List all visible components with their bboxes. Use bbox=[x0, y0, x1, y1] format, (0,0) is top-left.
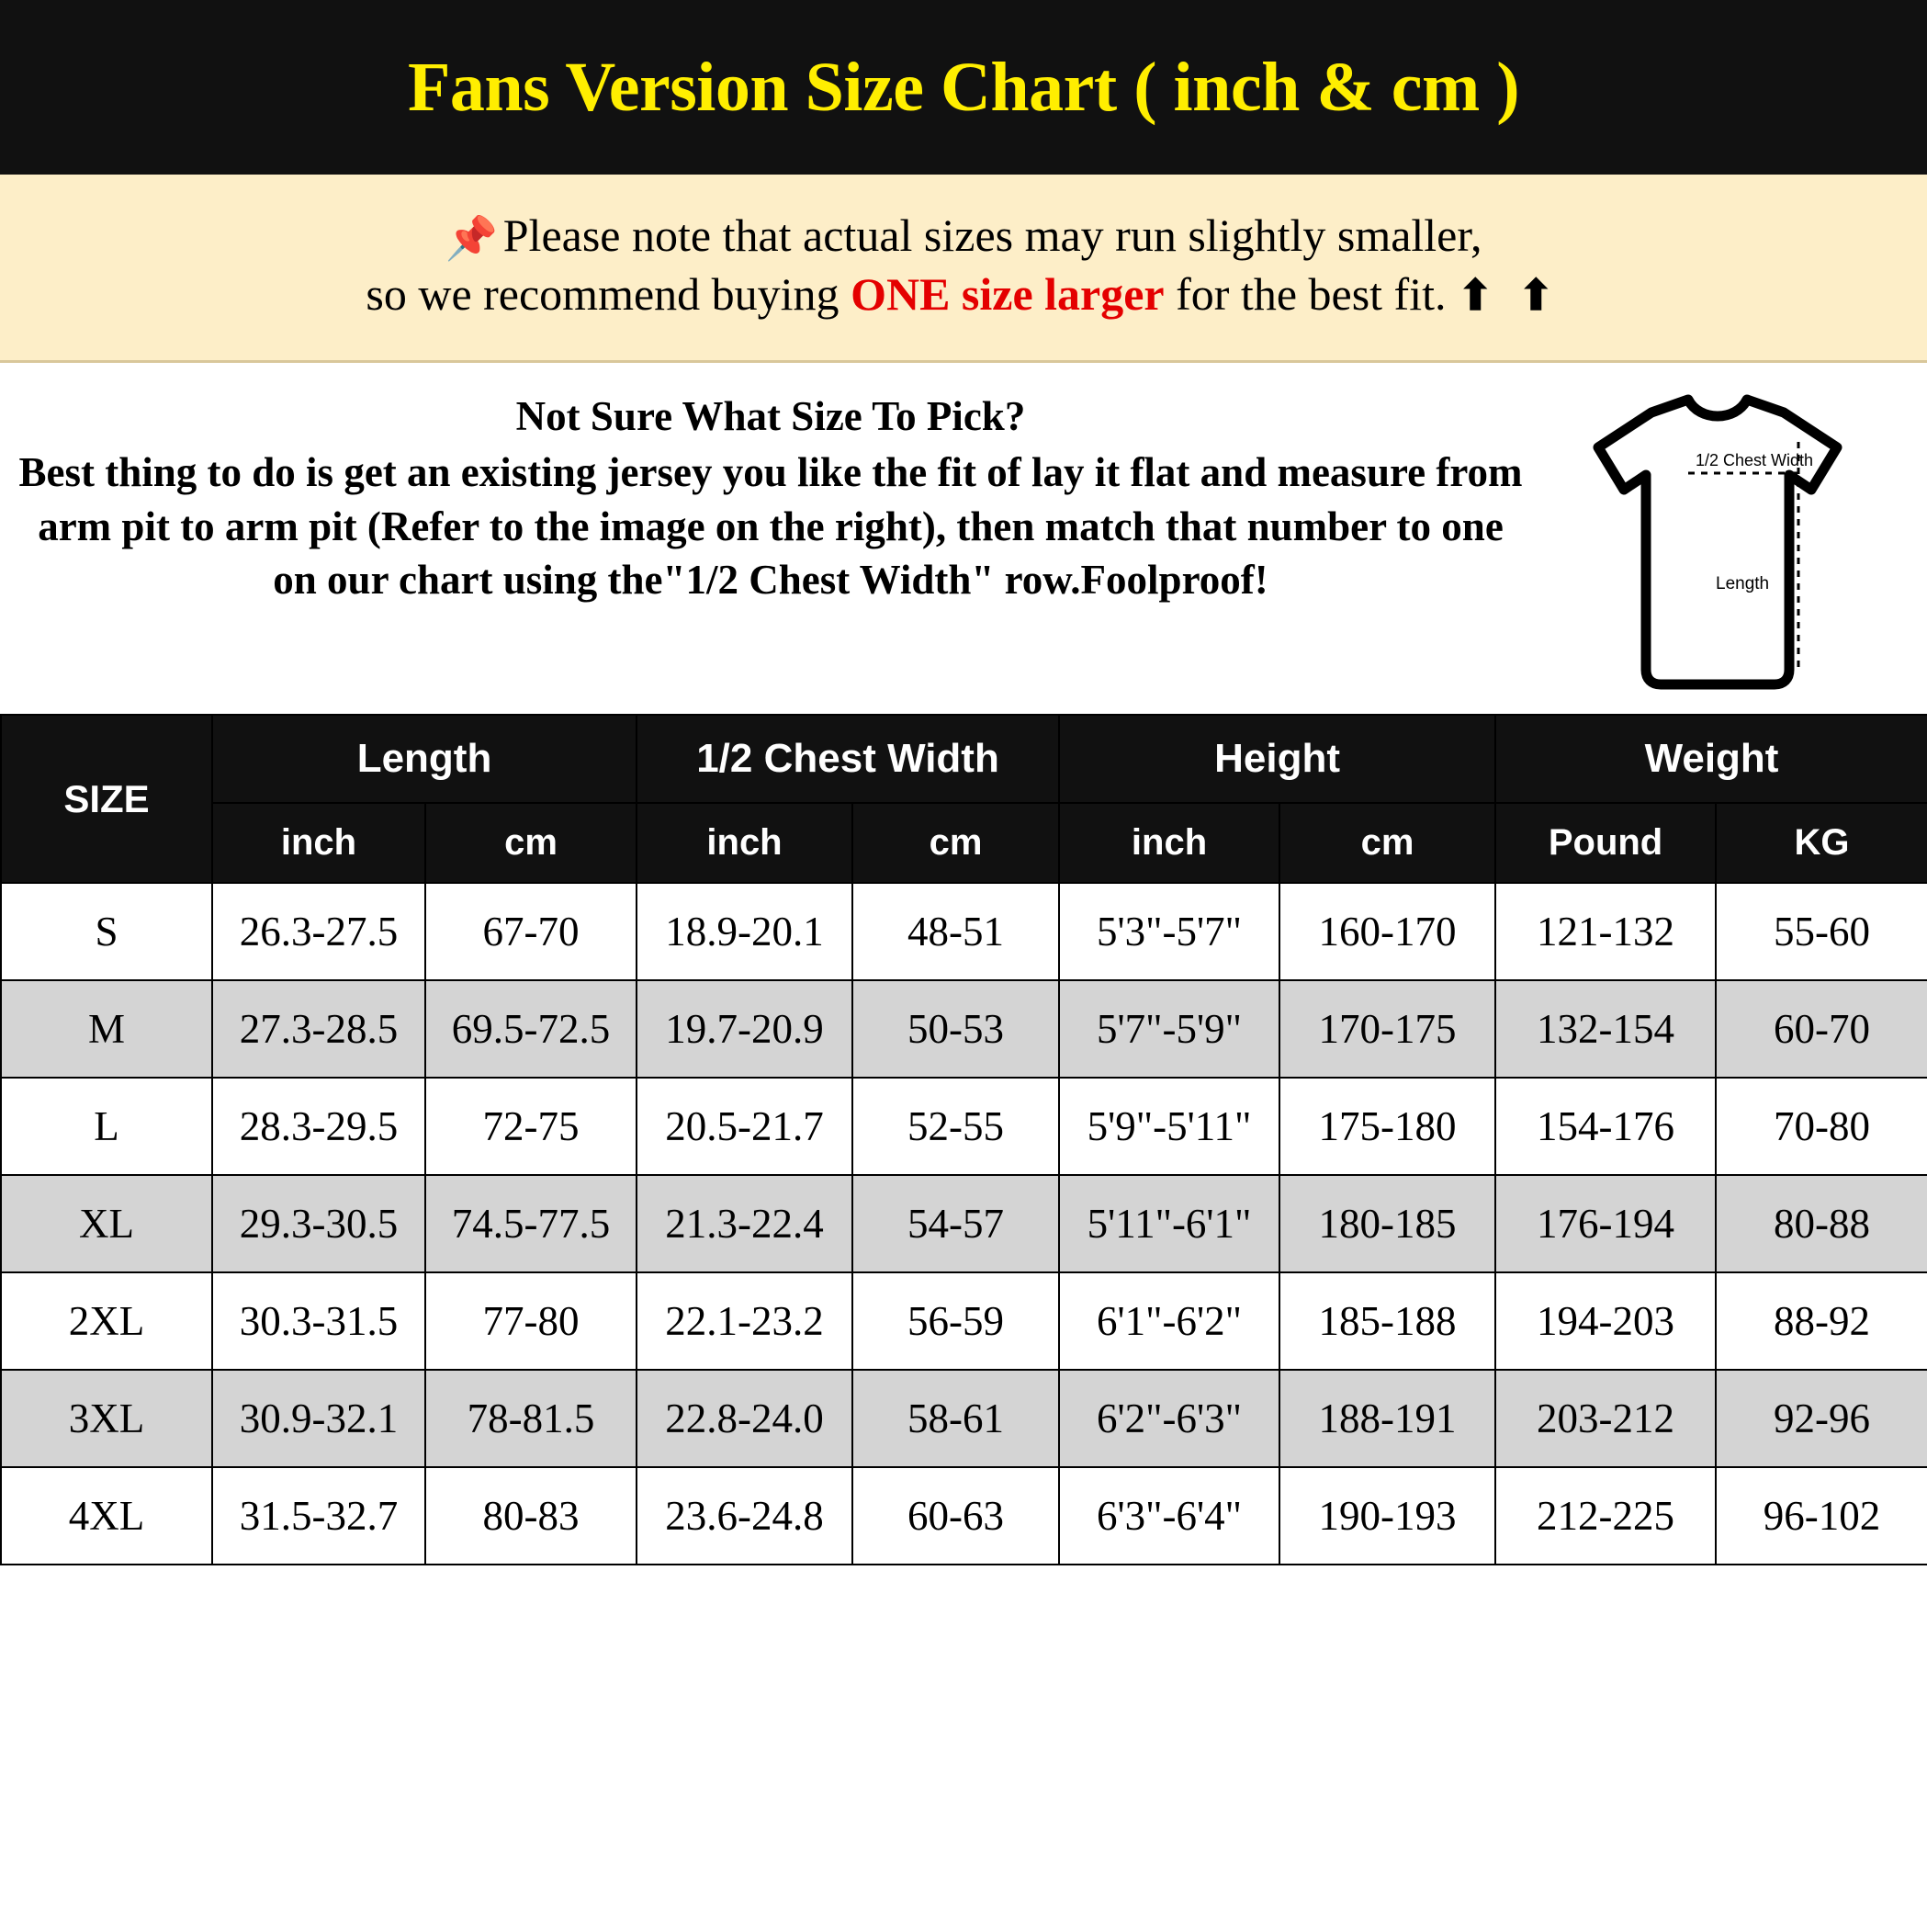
page-title: Fans Version Size Chart ( inch & cm ) bbox=[407, 48, 1520, 126]
cell-length-cm: 74.5-77.5 bbox=[425, 1175, 637, 1272]
table-row bbox=[1, 1370, 1927, 1467]
cell-height-inch: 6'3"-6'4" bbox=[1059, 1467, 1279, 1565]
header-height-cm: cm bbox=[1279, 803, 1495, 883]
cell-length-cm: 80-83 bbox=[425, 1467, 637, 1565]
note-line-1-text: Please note that actual sizes may run slightly smaller, bbox=[502, 209, 1482, 261]
header-weight-kg: KG bbox=[1716, 803, 1927, 883]
cell-chest-inch: 23.6-24.8 bbox=[637, 1467, 852, 1565]
cell-height-cm: 180-185 bbox=[1279, 1175, 1495, 1272]
header-group-height: Height bbox=[1059, 715, 1495, 803]
table-row bbox=[1, 1272, 1927, 1370]
cell-chest-inch: 18.9-20.1 bbox=[637, 883, 852, 980]
table-header-row-groups bbox=[1, 715, 1927, 803]
chest-width-label: 1/2 Chest Width bbox=[1696, 451, 1814, 469]
cell-height-cm: 170-175 bbox=[1279, 980, 1495, 1078]
cell-weight-kg: 60-70 bbox=[1716, 980, 1927, 1078]
cell-height-cm: 188-191 bbox=[1279, 1370, 1495, 1467]
cell-height-inch: 5'9"-5'11" bbox=[1059, 1078, 1279, 1175]
cell-size: 3XL bbox=[1, 1370, 212, 1467]
cell-chest-cm: 50-53 bbox=[852, 980, 1059, 1078]
cell-weight-pound: 132-154 bbox=[1495, 980, 1716, 1078]
advice-heading: Not Sure What Size To Pick? bbox=[515, 393, 1026, 439]
cell-chest-cm: 52-55 bbox=[852, 1078, 1059, 1175]
cell-height-cm: 185-188 bbox=[1279, 1272, 1495, 1370]
title-bar bbox=[0, 0, 1927, 175]
header-length-cm: cm bbox=[425, 803, 637, 883]
cell-weight-pound: 154-176 bbox=[1495, 1078, 1716, 1175]
cell-weight-kg: 92-96 bbox=[1716, 1370, 1927, 1467]
cell-length-inch: 29.3-30.5 bbox=[212, 1175, 425, 1272]
cell-size: XL bbox=[1, 1175, 212, 1272]
cell-chest-cm: 48-51 bbox=[852, 883, 1059, 980]
cell-length-inch: 26.3-27.5 bbox=[212, 883, 425, 980]
cell-weight-kg: 96-102 bbox=[1716, 1467, 1927, 1565]
cell-height-inch: 5'7"-5'9" bbox=[1059, 980, 1279, 1078]
pushpin-icon: 📌 bbox=[445, 215, 498, 262]
cell-length-cm: 69.5-72.5 bbox=[425, 980, 637, 1078]
table-row bbox=[1, 1078, 1927, 1175]
cell-size: L bbox=[1, 1078, 212, 1175]
cell-weight-pound: 212-225 bbox=[1495, 1467, 1716, 1565]
advice-body: Best thing to do is get an existing jersey you like the fit of lay it flat and measure from arm pit to arm pit (Refer to the image on the right), then match that number to one on our chart using the"1/2 Chest Width" row.Foolproof! bbox=[18, 449, 1523, 603]
note-line-2 bbox=[37, 265, 1890, 323]
cell-length-inch: 30.9-32.1 bbox=[212, 1370, 425, 1467]
cell-chest-cm: 58-61 bbox=[852, 1370, 1059, 1467]
cell-length-cm: 72-75 bbox=[425, 1078, 637, 1175]
tshirt-icon bbox=[1534, 394, 1901, 697]
cell-weight-pound: 176-194 bbox=[1495, 1175, 1716, 1272]
cell-chest-cm: 54-57 bbox=[852, 1175, 1059, 1272]
cell-weight-kg: 80-88 bbox=[1716, 1175, 1927, 1272]
cell-length-cm: 78-81.5 bbox=[425, 1370, 637, 1467]
note-line-2-suffix: for the best fit. bbox=[1164, 268, 1447, 320]
cell-size: 2XL bbox=[1, 1272, 212, 1370]
cell-height-inch: 6'1"-6'2" bbox=[1059, 1272, 1279, 1370]
table-header-row-units bbox=[1, 803, 1927, 883]
arrow-up-icon: ⬆ ⬆ bbox=[1458, 272, 1561, 319]
note-line-2-prefix: so we recommend buying bbox=[366, 268, 851, 320]
cell-weight-kg: 88-92 bbox=[1716, 1272, 1927, 1370]
header-group-weight: Weight bbox=[1495, 715, 1927, 803]
header-size: SIZE bbox=[1, 715, 212, 883]
cell-chest-inch: 20.5-21.7 bbox=[637, 1078, 852, 1175]
header-height-inch: inch bbox=[1059, 803, 1279, 883]
header-group-chest-width: 1/2 Chest Width bbox=[637, 715, 1059, 803]
cell-height-cm: 160-170 bbox=[1279, 883, 1495, 980]
table-body bbox=[1, 883, 1927, 1565]
header-chest-cm: cm bbox=[852, 803, 1059, 883]
length-label: Length bbox=[1716, 574, 1770, 593]
header-weight-pound: Pound bbox=[1495, 803, 1716, 883]
cell-chest-inch: 22.1-23.2 bbox=[637, 1272, 852, 1370]
cell-chest-cm: 60-63 bbox=[852, 1467, 1059, 1565]
cell-size: S bbox=[1, 883, 212, 980]
cell-height-cm: 175-180 bbox=[1279, 1078, 1495, 1175]
table-row bbox=[1, 1175, 1927, 1272]
header-group-length: Length bbox=[212, 715, 637, 803]
table-row bbox=[1, 980, 1927, 1078]
note-emphasis: ONE size larger bbox=[851, 268, 1165, 320]
cell-weight-kg: 70-80 bbox=[1716, 1078, 1927, 1175]
cell-chest-inch: 19.7-20.9 bbox=[637, 980, 852, 1078]
cell-weight-kg: 55-60 bbox=[1716, 883, 1927, 980]
cell-size: 4XL bbox=[1, 1467, 212, 1565]
tshirt-diagram bbox=[1525, 385, 1910, 697]
cell-height-inch: 6'2"-6'3" bbox=[1059, 1370, 1279, 1467]
cell-size: M bbox=[1, 980, 212, 1078]
cell-chest-inch: 22.8-24.0 bbox=[637, 1370, 852, 1467]
cell-weight-pound: 194-203 bbox=[1495, 1272, 1716, 1370]
cell-weight-pound: 203-212 bbox=[1495, 1370, 1716, 1467]
table-row bbox=[1, 883, 1927, 980]
cell-weight-pound: 121-132 bbox=[1495, 883, 1716, 980]
cell-height-inch: 5'3"-5'7" bbox=[1059, 883, 1279, 980]
header-chest-inch: inch bbox=[637, 803, 852, 883]
size-table bbox=[0, 714, 1927, 1565]
table-row bbox=[1, 1467, 1927, 1565]
note-line-1 bbox=[37, 206, 1890, 265]
cell-chest-cm: 56-59 bbox=[852, 1272, 1059, 1370]
cell-length-cm: 67-70 bbox=[425, 883, 637, 980]
cell-height-inch: 5'11"-6'1" bbox=[1059, 1175, 1279, 1272]
cell-length-inch: 31.5-32.7 bbox=[212, 1467, 425, 1565]
note-band bbox=[0, 175, 1927, 363]
cell-length-cm: 77-80 bbox=[425, 1272, 637, 1370]
cell-length-inch: 30.3-31.5 bbox=[212, 1272, 425, 1370]
advice-block bbox=[0, 363, 1927, 714]
header-length-inch: inch bbox=[212, 803, 425, 883]
cell-chest-inch: 21.3-22.4 bbox=[637, 1175, 852, 1272]
cell-length-inch: 28.3-29.5 bbox=[212, 1078, 425, 1175]
cell-height-cm: 190-193 bbox=[1279, 1467, 1495, 1565]
cell-length-inch: 27.3-28.5 bbox=[212, 980, 425, 1078]
table-head bbox=[1, 715, 1927, 883]
advice-text bbox=[17, 385, 1525, 607]
